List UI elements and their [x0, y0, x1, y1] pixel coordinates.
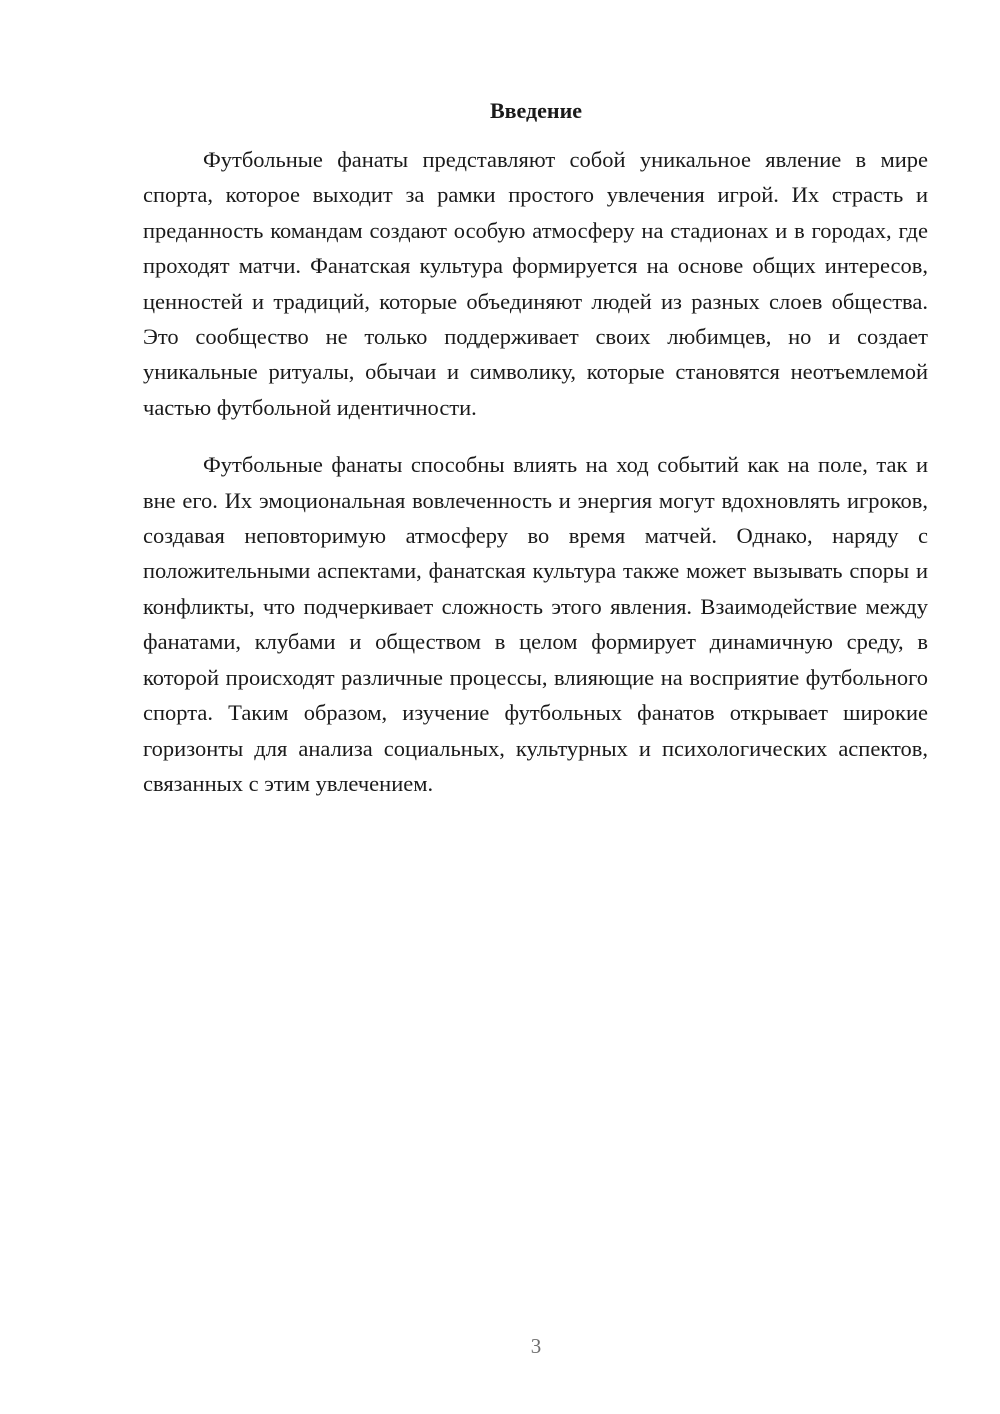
paragraph-1: Футбольные фанаты представляют собой уникальное явление в мире спорта, которое выходит за рамки простого увлечения игрой. Их страсть и преданность командам создают особую атмосферу на стадионах и в городах, где проходят матчи. Фанатская культура формируется на основе общих интересов, ценностей и традиций, которые объединяют людей из разных слоев общества. Это сообщество не только поддерживает своих любимцев, но и создает уникальные ритуалы, обычаи и символику, которые становятся неотъемлемой частью футбольной идентичности.: [143, 147, 928, 420]
paragraph-2: Футбольные фанаты способны влиять на ход событий как на поле, так и вне его. Их эмоциональная вовлеченность и энергия могут вдохновлять игроков, создавая неповторимую атмосферу во время матчей. Однако, наряду с положительными аспектами, фанатская культура также может вызывать споры и конфликты, что подчеркивает сложность этого явления. Взаимодействие между фанатами, клубами и обществом в целом формирует динамичную среду, в которой происходят различные процессы, влияющие на восприятие футбольного спорта. Таким образом, изучение футбольных фанатов открывает широкие горизонты для анализа социальных, культурных и психологических аспектов, связанных с этим увлечением.: [143, 452, 928, 796]
section-heading: Введение: [489, 98, 583, 123]
page-number: 3: [530, 1334, 542, 1358]
body-text: [143, 142, 928, 801]
